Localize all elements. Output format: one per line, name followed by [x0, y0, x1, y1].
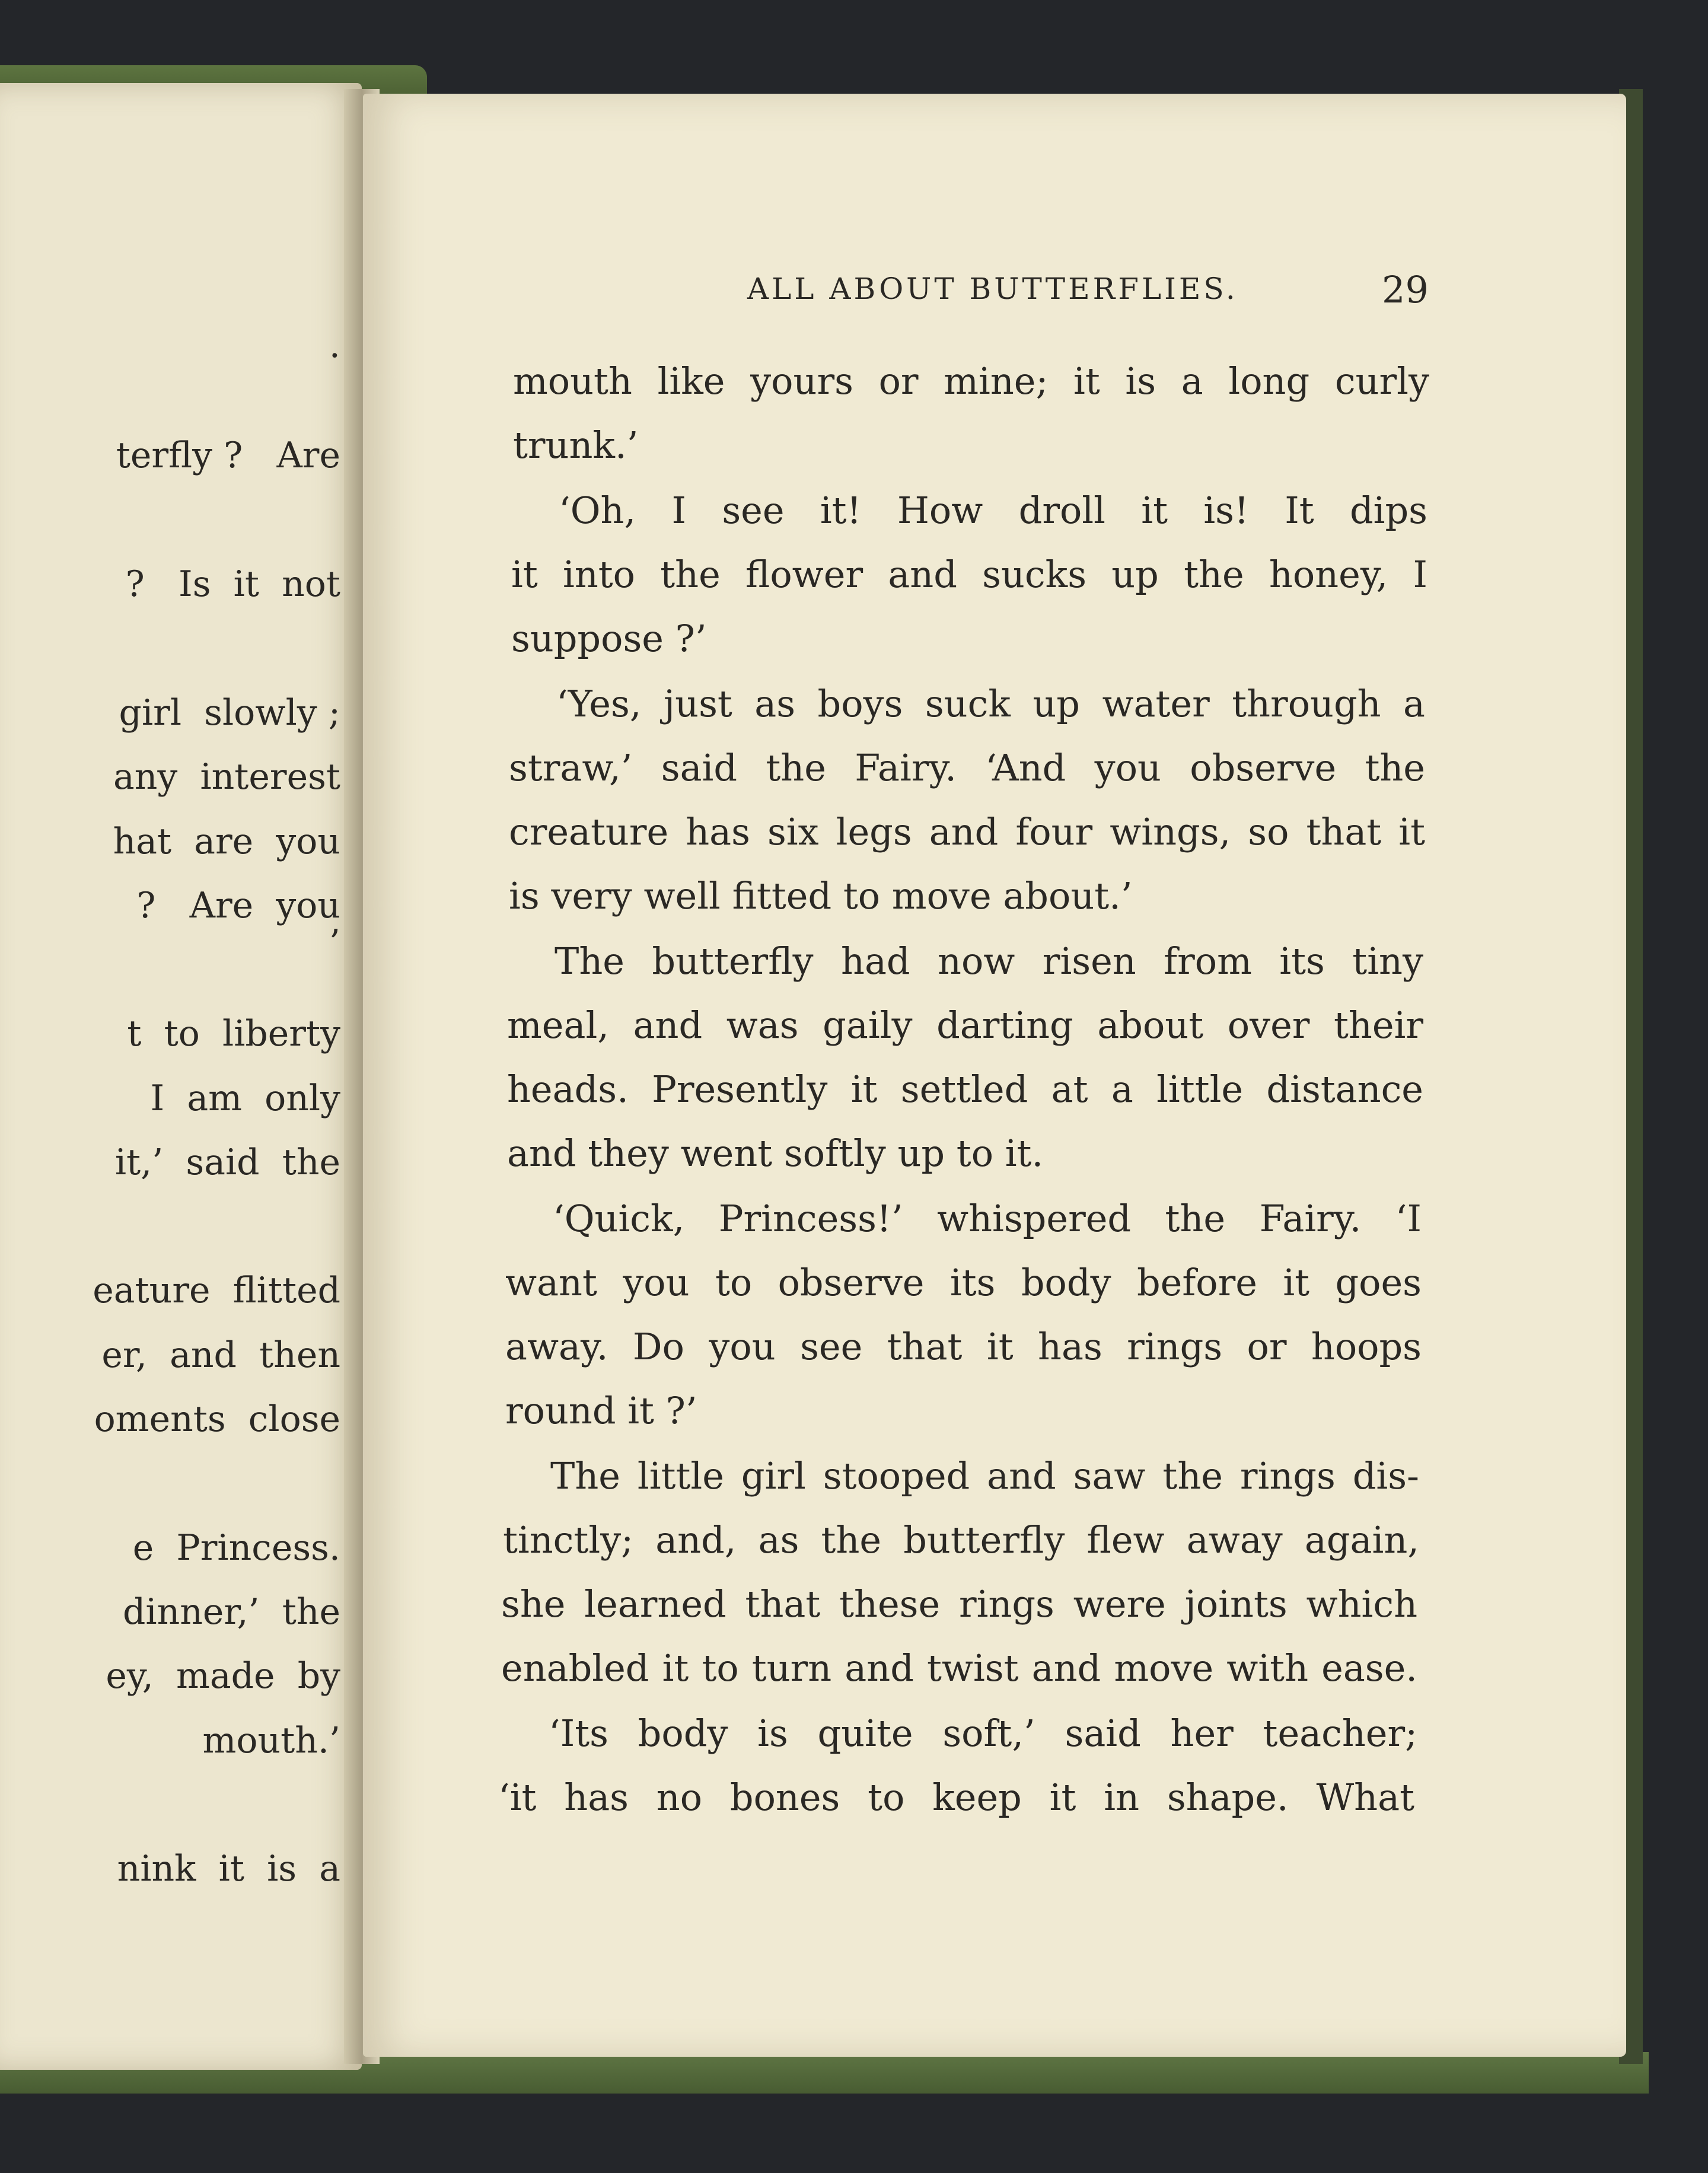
- body-line: The butterfly had now risen from its tiny: [555, 939, 1423, 983]
- left-page-line: eature flitted: [93, 1270, 340, 1311]
- body-line: mouth like yours or mine; it is a long curly: [513, 359, 1429, 403]
- body-line: she learned that these rings were joints which: [501, 1582, 1417, 1626]
- left-page-line: it,’ said the: [114, 1142, 340, 1183]
- left-page-line: nink it is a: [117, 1848, 340, 1890]
- body-line: heads. Presently it settled at a little distance: [507, 1068, 1423, 1111]
- left-page-line: girl slowly ;: [119, 692, 340, 734]
- left-page-line: ’: [329, 922, 340, 964]
- left-page-line: ? Are you: [136, 885, 340, 926]
- body-line: suppose ?’: [511, 617, 707, 660]
- body-line: straw,’ said the Fairy. ‘And you observe the: [509, 746, 1425, 789]
- body-line: and they went softly up to it.: [507, 1132, 1044, 1175]
- body-line: meal, and was gaily darting about over their: [507, 1003, 1423, 1047]
- body-line: tinctly; and, as the butterfly flew away again,: [503, 1518, 1419, 1562]
- body-line: away. Do you see that it has rings or hoops: [505, 1325, 1422, 1368]
- body-line: is very well fitted to move about.’: [509, 874, 1133, 917]
- page-number: 29: [1382, 268, 1429, 311]
- left-page-line: ·: [329, 335, 340, 377]
- body-line: The little girl stooped and saw the rings dis-: [550, 1454, 1419, 1497]
- body-line: creature has six legs and four wings, so that it: [509, 810, 1425, 853]
- body-line: ‘Yes, just as boys suck up water through a: [556, 682, 1425, 725]
- left-page-line: oments close: [94, 1398, 340, 1440]
- running-head: ALL ABOUT BUTTERFLIES.: [747, 272, 1238, 306]
- left-page-line: dinner,’ the: [122, 1591, 340, 1633]
- body-line: ‘Quick, Princess!’ whispered the Fairy. ‘I: [553, 1197, 1422, 1240]
- left-page-line: mouth.’: [202, 1720, 340, 1761]
- left-page-line: t to liberty: [127, 1013, 340, 1054]
- left-page-line: I am only: [150, 1078, 340, 1119]
- body-line: trunk.’: [513, 423, 639, 467]
- body-line: ‘it has no bones to keep it in shape. What: [498, 1776, 1414, 1819]
- left-page-line: e Princess.: [132, 1527, 340, 1569]
- body-line: ‘Its body is quite soft,’ said her teacher;: [549, 1712, 1417, 1755]
- body-line: want you to observe its body before it goes: [505, 1261, 1422, 1304]
- left-page-line: ey, made by: [106, 1655, 340, 1697]
- body-line: it into the flower and sucks up the honey, I: [511, 553, 1427, 596]
- left-page: [0, 83, 362, 2070]
- body-line: round it ?’: [505, 1389, 697, 1432]
- left-page-line: terfly ? Are: [116, 435, 340, 476]
- body-line: enabled it to turn and twist and move with ease.: [501, 1646, 1417, 1690]
- left-page-line: ? Is it not: [125, 563, 340, 605]
- left-page-line: any interest: [113, 756, 340, 798]
- left-page-line: hat are you: [113, 821, 340, 862]
- left-page-line: er, and then: [101, 1334, 340, 1376]
- body-line: ‘Oh, I see it! How droll it is! It dips: [559, 489, 1427, 532]
